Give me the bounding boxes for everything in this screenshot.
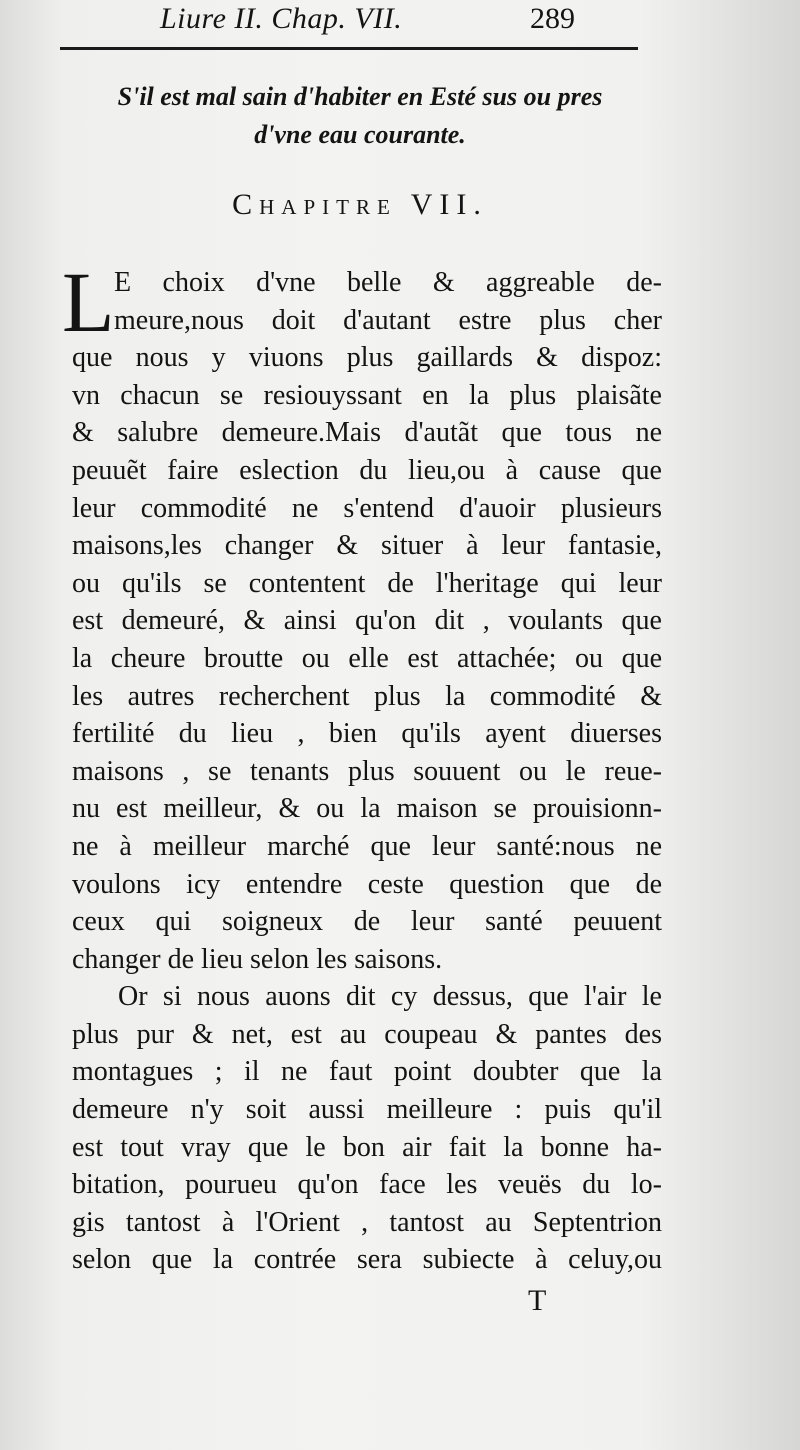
header-rule <box>60 47 638 50</box>
text-line: maisons , se tenants plus souuent ou le reue- <box>72 755 662 787</box>
text-line: E choix d'vne belle & aggreable de- <box>114 267 662 298</box>
text-line: maisons,les changer & situer à leur fantasie, <box>72 530 662 562</box>
page-number: 289 <box>530 2 575 35</box>
text-line: ou qu'ils se contentent de l'heritage qui leur <box>72 567 662 599</box>
text-line: & salubre demeure.Mais d'autãt que tous ne <box>72 417 662 449</box>
section-title <box>75 78 645 154</box>
text-line: changer de lieu selon les saisons. <box>72 943 443 975</box>
text-line: gis tantost à l'Orient , tantost au Septentrion <box>72 1206 662 1238</box>
text-line: montagues ; il ne faut point doubter que la <box>72 1056 662 1088</box>
catchword: T <box>528 1284 547 1317</box>
text-line: ne à meilleur marché que leur santé:nous ne <box>72 830 662 862</box>
running-head: Liure II. Chap. VII. <box>160 2 403 35</box>
text-line: vn chacun se resiouyssant en la plus plaisãte <box>72 379 662 411</box>
text-line: demeure n'y soit aussi meilleure : puis qu'il <box>72 1094 662 1126</box>
text-line: peuuẽt faire eslection du lieu,ou à cause que <box>72 454 662 486</box>
text-line: selon que la contrée sera subiecte à celuy,ou <box>72 1244 662 1276</box>
text-line: voulons icy entendre ceste question que de <box>72 868 662 900</box>
text-line: est tout vray que le bon air fait la bonne ha- <box>72 1131 662 1163</box>
chapter-heading: Chapitre VII. <box>232 188 488 221</box>
text-line: plus pur & net, est au coupeau & pantes des <box>72 1018 662 1050</box>
text-line: la cheure broutte ou elle est attachée; ou que <box>72 642 662 674</box>
text-line: nu est meilleur, & ou la maison se prouisionn- <box>72 793 662 825</box>
body-text <box>72 264 662 1279</box>
text-line: que nous y viuons plus gaillards & dispoz: <box>72 342 662 374</box>
text-line: est demeuré, & ainsi qu'on dit , voulants que <box>72 605 662 637</box>
paragraph <box>72 264 662 978</box>
text-line: leur commodité ne s'entend d'auoir plusieurs <box>72 492 662 524</box>
text-line: Or si nous auons dit cy dessus, que l'air le <box>118 981 662 1013</box>
section-title-line-1: S'il est mal sain d'habiter en Esté sus ou pres <box>117 82 603 111</box>
section-title-line-2: d'vne eau courante. <box>254 120 466 149</box>
drop-cap: L <box>62 254 115 350</box>
text-line: fertilité du lieu , bien qu'ils ayent diuerses <box>72 718 662 750</box>
paragraph <box>72 978 662 1279</box>
text-line: meure,nous doit d'autant estre plus cher <box>114 304 662 336</box>
text-line: les autres recherchent plus la commodité & <box>72 680 662 712</box>
text-line: ceux qui soigneux de leur santé peuuent <box>72 906 662 938</box>
text-line: bitation, pourueu qu'on face les veuës du lo- <box>72 1169 662 1201</box>
